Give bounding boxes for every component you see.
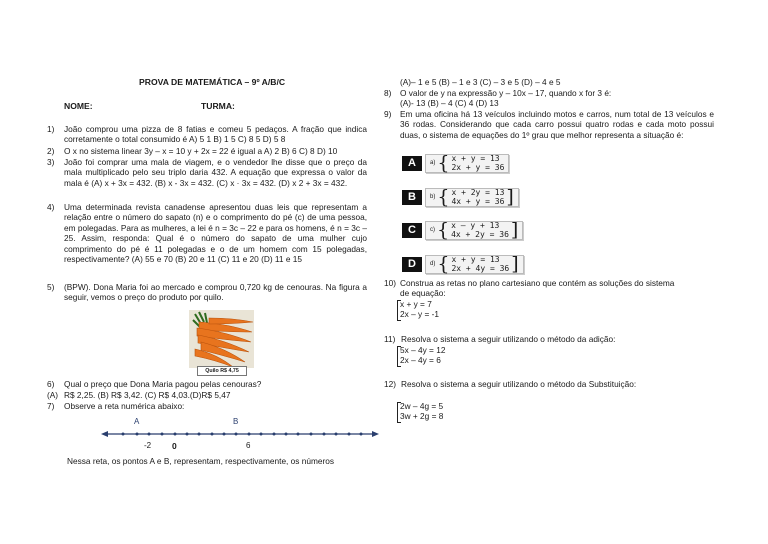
carrots-image (189, 310, 254, 376)
option-letter: D (402, 257, 422, 272)
carrots-icon (189, 310, 254, 368)
equation: 2x + 4y = 36 (451, 263, 510, 273)
equation-system (400, 345, 445, 366)
price-tag: Quilo R$ 4,75 (197, 366, 247, 376)
option-system (425, 188, 519, 207)
question-7-options: (A)– 1 e 5 (B) – 1 e 3 (C) – 3 e 5 (D) – 4 e 5 (400, 77, 561, 87)
name-label: NOME: (64, 101, 93, 111)
option-c (402, 221, 523, 240)
option-d (402, 255, 524, 274)
option-b (402, 188, 519, 207)
equation: x + 2y = 13 (451, 188, 505, 197)
question-text: Qual o preço que Dona Maria pagou pelas cenouras? (64, 379, 262, 389)
equation: 2x – 4y = 6 (400, 355, 441, 366)
question-text: Em uma oficina há 13 veículos incluindo motos e carros, num total de 13 veículos e 36 rodas. Considerando que cada carro possui quatro rodas e cada moto possui duas, o sistema de equações do 1º grau que melhor representa a situação é: (400, 109, 714, 140)
tick-label-6: 6 (246, 441, 251, 450)
equation: 5x – 4y = 12 (400, 345, 446, 355)
question-text: (BPW). Dona Maria foi ao mercado e comprou 0,720 kg de cenouras. Na figura a seguir, vemos o preço do produto por quilo. (64, 282, 367, 303)
question-text: O x no sistema linear 3y – x = 10 y + 2x = 22 é igual a A) 2 B) 6 C) 8 D) 10 (64, 146, 338, 156)
class-label: TURMA: (201, 101, 235, 111)
question-text: João foi comprar uma mala de viagem, e o vendedor lhe disse que o preço da mala multiplicado pelo seu triplo daria 432. A equação que expressa o valor da mala é (A) x + 3x = 432. (B) x - 3x = 432. (C) x · 3x = 432. (D) x 2 + 3x = 432. (64, 157, 367, 188)
number-line-caption: Nessa reta, os pontos A e B, representam, respectivamente, os números (67, 456, 335, 466)
right-bracket-icon: ] (511, 253, 519, 276)
question-number: 11) (384, 334, 396, 344)
equation: 3w + 2g = 8 (400, 411, 444, 422)
question-number: 7) (47, 401, 55, 411)
equation-system (400, 299, 439, 320)
option-system (425, 255, 524, 274)
tick-label-minus-2: -2 (144, 441, 152, 450)
right-bracket-icon: ] (506, 186, 514, 209)
equation: 4x + y = 36 (451, 196, 505, 206)
question-text: O valor de y na expressão y – 10x – 17, quando x for 3 é: (400, 88, 612, 98)
equation: 4x + 2y = 36 (451, 229, 509, 239)
question-number: 8) (384, 88, 392, 98)
options-text: R$ 2,25. (B) R$ 3,42. (C) R$ 4,03.(D)R$ 5,47 (64, 390, 231, 400)
point-b-label: B (233, 417, 239, 426)
option-tag: c) (430, 227, 435, 234)
question-number: 6) (47, 379, 55, 389)
question-options: (A)- 13 (B) – 4 (C) 4 (D) 13 (400, 98, 499, 108)
left-brace-icon: { (437, 219, 450, 242)
option-tag: d) (430, 261, 436, 268)
question-number: 3) (47, 157, 55, 167)
question-text: Observe a reta numérica abaixo: (64, 401, 185, 411)
number-line (100, 414, 380, 456)
option-letter: B (402, 190, 422, 205)
question-number: 4) (47, 202, 55, 212)
left-brace-icon: { (437, 152, 450, 175)
equation: 2x – y = -1 (400, 309, 439, 320)
question-text: Resolva o sistema a seguir utilizando o método da Substituição: (401, 379, 637, 389)
option-system (425, 221, 523, 240)
option-marker: (A) (47, 390, 59, 400)
option-tag: b) (430, 194, 436, 201)
question-text: Uma determinada revista canadense apresentou duas leis que representam a relação entre o número do sapato (n) e o comprimento do pé (c) de uma pessoa, em polegadas. Para as mulheres, a lei é n = 3c – 22 e para os homens, é n = 3c – 25. Assim, responda: Qual é o número do sapato de uma mulher cujo comprimento do pé é 11 polegadas e o de um homem com 15 polegadas, respectivamente? (A) 55 e 70 (B) 20 e 11 (C) 11 e 20 (D) 11 e 15 (64, 202, 367, 265)
question-text: Construa as retas no plano cartesiano que contém as soluções do sistema (400, 278, 675, 288)
left-brace-icon: { (437, 186, 450, 209)
left-brace-icon: { (437, 253, 450, 276)
equation: x – y + 13 (451, 221, 500, 230)
question-text: João comprou uma pizza de 8 fatias e comeu 5 pedaços. A fração que indica corretamente o total consumido é A) 5 1 B) 1 5 C) 8 5 D) 5 8 (64, 124, 367, 145)
tick-label-0: 0 (172, 441, 177, 451)
option-letter: A (402, 156, 422, 171)
question-number: 2) (47, 146, 55, 156)
question-text: Resolva o sistema a seguir utilizando o método da adição: (401, 334, 616, 344)
point-a-label: A (134, 417, 140, 426)
question-text-cont: de equação: (400, 288, 446, 298)
question-number: 12) (384, 379, 396, 389)
equation: 2w – 4g = 5 (400, 401, 444, 411)
equation-system (400, 401, 443, 422)
page-title: PROVA DE MATEMÁTICA – 9º A/B/C (139, 77, 286, 87)
equation: x + y = 7 (400, 299, 432, 309)
question-number: 1) (47, 124, 55, 134)
option-system (425, 154, 509, 173)
equation: x + y = 13 (451, 255, 500, 264)
option-a (402, 154, 509, 173)
question-number: 10) (384, 278, 396, 288)
right-bracket-icon: ] (510, 219, 519, 242)
question-number: 9) (384, 109, 392, 119)
equation: 2x + y = 36 (451, 162, 505, 172)
equation: x + y = 13 (451, 154, 500, 163)
option-tag: a) (430, 160, 436, 167)
question-number: 5) (47, 282, 55, 292)
option-letter: C (402, 223, 422, 238)
